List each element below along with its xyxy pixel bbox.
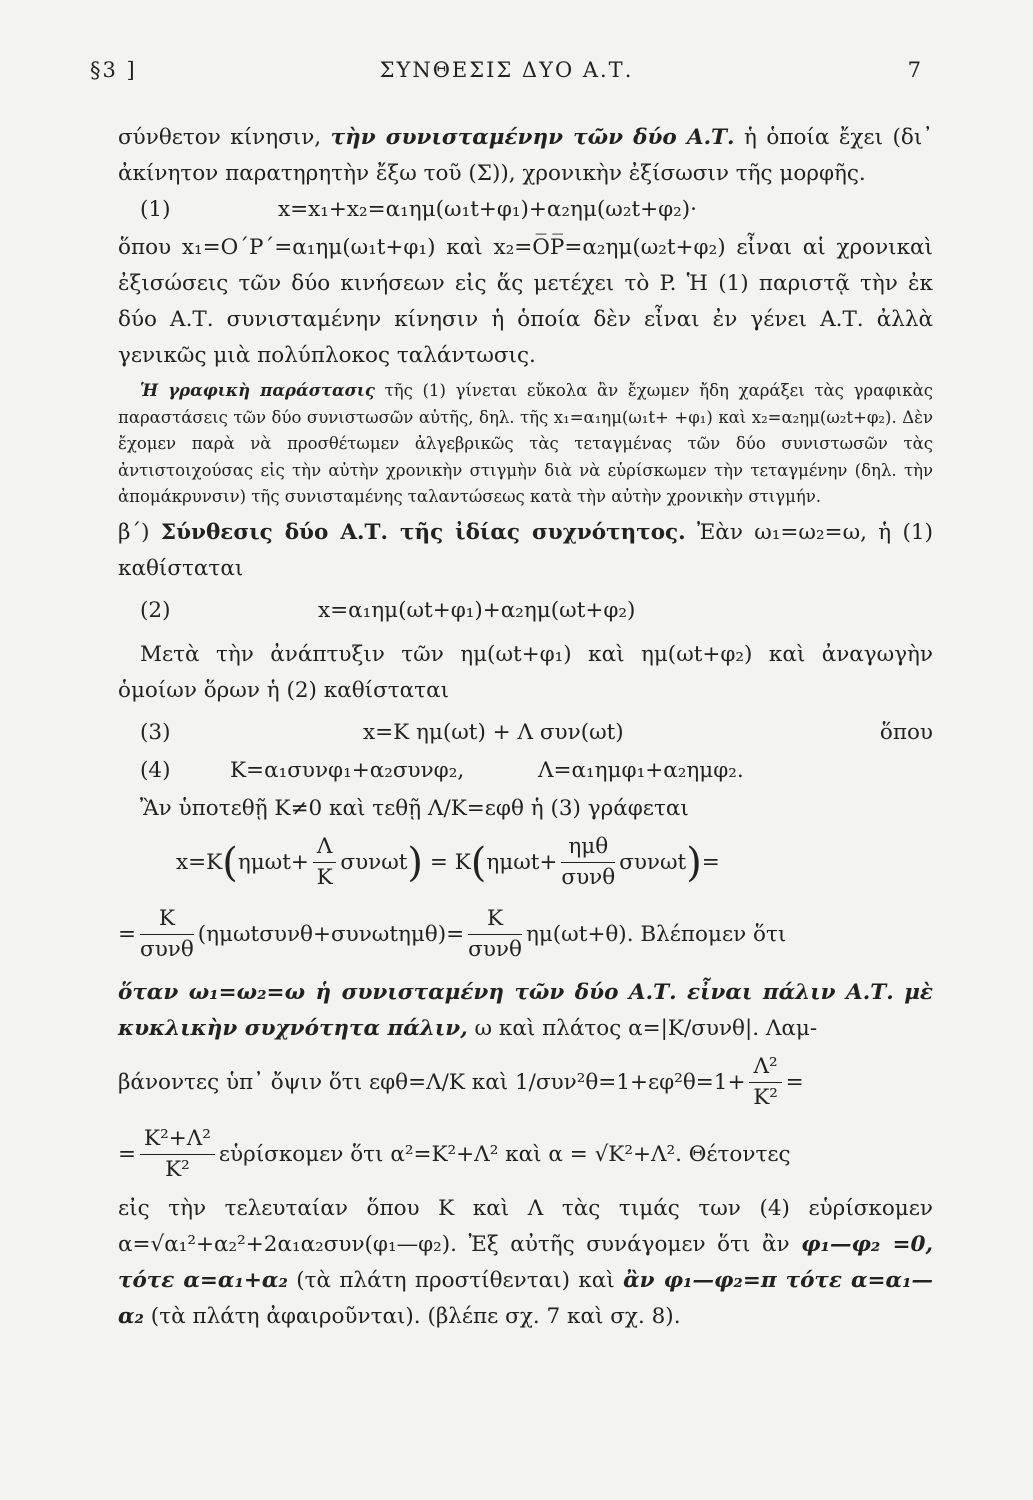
section-marker: §3 ] (90, 58, 137, 82)
paragraph-expansion: Μετὰ τὴν ἀνάπτυξιν τῶν ημ(ωt+φ₁) καὶ ημ(ωt+φ₂) καὶ ἀναγωγὴν ὁμοίων ὅρων ἡ (2) καθίσταται (118, 641, 933, 703)
equation-number: (4) (140, 757, 171, 783)
equation-number: (1) (140, 197, 171, 222)
subsection-heading: Σύνθεσις δύο Α.Τ. τῆς ἰδίας συχνότητος. (160, 519, 686, 545)
derivation-line-3: βάνοντες ὑπ᾿ ὄψιν ὅτι εφθ=Λ/K καὶ 1/συν²θ=1+εφ²θ=1+ $\frac{\text{Λ²}}{\text{K²}}$ = (118, 1047, 933, 1119)
equation-number: (3) (140, 719, 171, 745)
paragraph-same-frequency: β΄) Σύνθεσις δύο Α.Τ. τῆς ἰδίας συχνότητος. Ἐὰν ω₁=ω₂=ω, ἡ (1) καθίσταται (118, 519, 933, 581)
derivation-line-1: x=K(ημωt+ $\frac{\Lambda}{K}$ συνωt) = K(ημωt+ $\frac{\text{ημθ}}{\text{συνθ}}$ συνωt)= (118, 827, 933, 899)
emphasis-antiphase: ἂν φ₁—φ₂=π τότε α=α₁—α₂ (118, 1267, 933, 1329)
page-body (118, 120, 933, 1335)
fraction: $\frac{\text{K²+Λ²}}{\text{K²}}$ (140, 1124, 215, 1185)
emphasis-in-phase: φ₁—φ₂ =0, τότε α=α₁+α₂ (118, 1231, 933, 1293)
equation-body: x=K ημ(ωt) + Λ συν(ωt) (363, 719, 624, 745)
equation-3 (118, 715, 933, 753)
emphasis-graphical: Ἡ γραφικὴ παράστασις (140, 381, 375, 400)
paragraph-graphical: Ἡ γραφικὴ παράστασις τῆς (1) γίνεται εὔκολα ἂν ἔχωμεν ἤδη χαράξει τὰς γραφικὰς παραστάσεις τῶν δύο συνιστωσῶν αὐτῆς, δηλ. τῆς x₁=α₁ημ(ω₁t+ +φ₁) καὶ x₂=α₂ημ(ω₂t+φ₂). Δὲν ἔχομεν παρὰ νὰ προσθέτωμεν ἀλγεβρικῶς τὰς τεταγμένας τῶν δύο συνιστωσῶν τὰς ἀντιστοιχούσας εἰς τὴν αὐτὴν χρονικὴν στιγμὴν διὰ νὰ εὑρίσκωμεν τὴν τεταγμένην (δηλ. τὴν ἀπομάκρυνσιν) τῆς συνισταμένης ταλαντώσεως κατὰ τὴν αὐτὴν χρονικὴν στιγμήν. (118, 381, 933, 506)
equation-k: K=α₁συνφ₁+α₂συνφ₂, (230, 757, 465, 783)
equation-body: x=α₁ημ(ωt+φ₁)+α₂ημ(ωt+φ₂) (318, 597, 636, 623)
derivation-line-4: = $\frac{\text{K²+Λ²}}{\text{K²}}$ εὑρίσκομεν ὅτι α²=K²+Λ² καὶ α = √K²+Λ². Θέτοντες (118, 1119, 933, 1191)
fraction: $\frac{K}{\text{συνθ}}$ (468, 906, 522, 962)
paragraph-conclusion: ὅταν ω₁=ω₂=ω ἡ συνισταμένη τῶν δύο Α.Τ. εἶναι πάλιν Α.Τ. μὲ κυκλικὴν συχνότητα πάλιν, ω καὶ πλάτος α=|K/συνθ|. Λαμ- (118, 979, 933, 1041)
paragraph-substitution: Ἂν ὑποτεθῇ K≠0 καὶ τεθῇ Λ/K=εφθ ἡ (3) γράφεται (140, 795, 689, 821)
equation-2 (118, 593, 933, 631)
running-header (90, 58, 923, 88)
fraction: $\frac{K}{\text{συνθ}}$ (140, 906, 194, 962)
paragraph-intro: σύνθετον κίνησιν, τὴν συνισταμένην τῶν δύο Α.Τ. ἡ ὁποία ἔχει (δι᾿ ἀκίνητον παρατηρητὴν ἔξω τοῦ (Σ)), χρονικὴν ἐξίσωσιν τῆς μορφῆς. (118, 125, 933, 186)
emphasis-resultant: τὴν συνισταμένην τῶν δύο Α.Τ. (330, 125, 735, 150)
fraction: $\frac{\text{Λ²}}{\text{K²}}$ (749, 1052, 781, 1113)
page-number: 7 (907, 58, 923, 82)
equation-tail: ὅπου (879, 719, 933, 745)
running-title: ΣΥΝΘΕΣΙΣ ΔΥΟ Α.Τ. (379, 58, 634, 82)
fraction: $\frac{\text{ημθ}}{\text{συνθ}}$ (561, 834, 616, 890)
equation-number: (2) (140, 597, 171, 623)
equation-4 (118, 753, 933, 791)
equation-1 (118, 192, 933, 230)
emphasis-conclusion: ὅταν ω₁=ω₂=ω ἡ συνισταμένη τῶν δύο Α.Τ. εἶναι πάλιν Α.Τ. μὲ κυκλικὴν συχνότητα πάλιν, (118, 979, 933, 1041)
equation-body: x=x₁+x₂=α₁ημ(ω₁t+φ₁)+α₂ημ(ω₂t+φ₂)· (278, 197, 697, 222)
derivation-line-2: = $\frac{K}{\text{συνθ}}$ (ημωtσυνθ+συνωtημθ)= $\frac{K}{\text{συνθ}}$ ημ(ωt+θ). Βλέπομεν ὅτι (118, 899, 933, 971)
paragraph-components: ὅπου x₁=O΄P΄=α₁ημ(ω₁t+φ₁) καὶ x₂=O̅P̅=α₂ημ(ω₂t+φ₂) εἶναι αἱ χρονικαὶ ἐξισώσεις τῶν δύο κινήσεων εἰς ἅς μετέχει τὸ P. Ἡ (1) παριστᾷ τὴν ἐκ δύο Α.Τ. συνισταμένην κίνησιν ἡ ὁποία δὲν εἶναι ἐν γένει Α.Τ. ἀλλὰ γενικῶς μιὰ πολύπλοκος ταλάντωσις. (118, 235, 933, 368)
fraction: $\frac{\Lambda}{K}$ (313, 832, 337, 893)
paragraph-amplitude: εἰς τὴν τελευταίαν ὅπου K καὶ Λ τὰς τιμάς των (4) εὑρίσκομεν α=√α₁²+α₂²+2α₁α₂συν(φ₁—φ₂). Ἐξ αὐτῆς συνάγομεν ὅτι ἂν φ₁—φ₂ =0, τότε α=α₁+α₂ (τὰ πλάτη προστίθενται) καὶ ἂν φ₁—φ₂=π τότε α=α₁—α₂ (τὰ πλάτη ἀφαιροῦνται). (βλέπε σχ. 7 καὶ σχ. 8). (118, 1195, 933, 1329)
equation-lambda: Λ=α₁ημφ₁+α₂ημφ₂. (538, 757, 744, 783)
